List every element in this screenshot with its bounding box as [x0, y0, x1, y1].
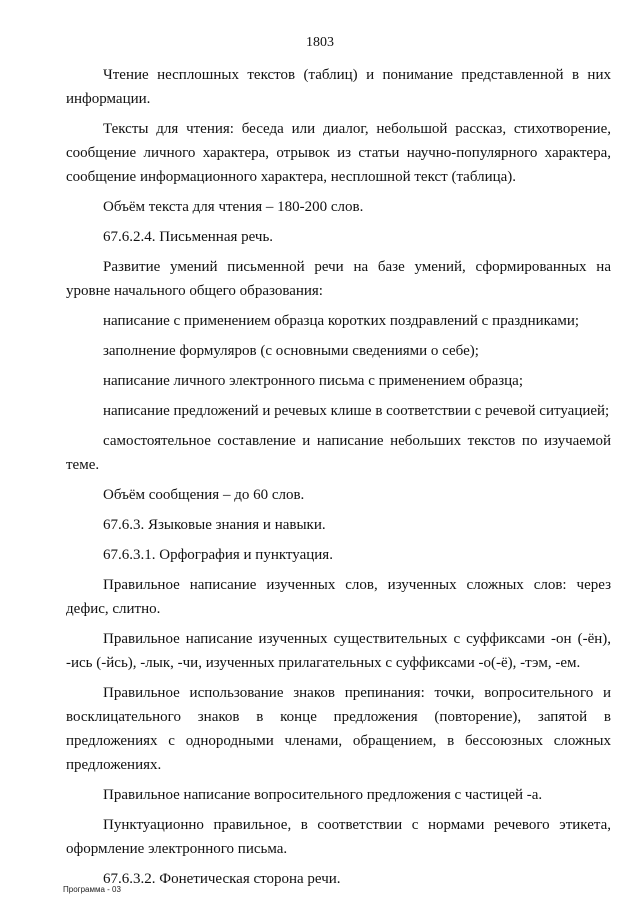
paragraph: Тексты для чтения: беседа или диалог, небольшой рассказ, стихотворение, сообщение личного характера, отрывок из статьи научно-популярного характера, сообщение информационного характера, несплошной текст (таблица). [66, 121, 611, 185]
list-item: написание личного электронного письма с применением образца; [103, 373, 524, 389]
paragraph: Объём сообщения – до 60 слов. [103, 487, 305, 503]
paragraph: Объём текста для чтения – 180-200 слов. [103, 199, 364, 215]
list-item: заполнение формуляров (с основными сведениями о себе); [103, 343, 479, 359]
section-heading: 67.6.3.2. Фонетическая сторона речи. [103, 871, 341, 887]
section-heading: 67.6.3. Языковые знания и навыки. [103, 517, 326, 533]
paragraph: Правильное написание изученных существительных с суффиксами -он (-ён), -ись (-йсь), -лык, -чи, изученных прилагательных с суффиксами -о(-ё), -тэм, -ем. [66, 631, 611, 671]
section-heading: 67.6.3.1. Орфография и пунктуация. [103, 547, 333, 563]
paragraph: Развитие умений письменной речи на базе умений, сформированных на уровне начального общего образования: [66, 259, 611, 299]
list-item: написание предложений и речевых клише в соответствии с речевой ситуацией; [103, 403, 610, 419]
document-body [66, 63, 611, 897]
paragraph: Чтение несплошных текстов (таблиц) и понимание представленной в них информации. [66, 67, 611, 107]
list-item: написание с применением образца коротких поздравлений с праздниками; [103, 313, 580, 329]
paragraph: Правильное написание вопросительного предложения с частицей -а. [103, 787, 543, 803]
paragraph: Правильное написание изученных слов, изученных сложных слов: через дефис, слитно. [66, 577, 611, 617]
section-heading: 67.6.2.4. Письменная речь. [103, 229, 274, 245]
footer-label: Программа - 03 [63, 885, 121, 894]
paragraph: Пунктуационно правильное, в соответствии с нормами речевого этикета, оформление электронного письма. [66, 817, 611, 857]
page-number: 1803 [306, 35, 334, 50]
list-item: самостоятельное составление и написание небольших текстов по изучаемой теме. [66, 433, 611, 473]
paragraph: Правильное использование знаков препинания: точки, вопросительного и восклицательного знаков в конце предложения (повторение), запятой в предложениях с однородными членами, обращением, в бессоюзных сложных предложениях. [66, 685, 611, 773]
